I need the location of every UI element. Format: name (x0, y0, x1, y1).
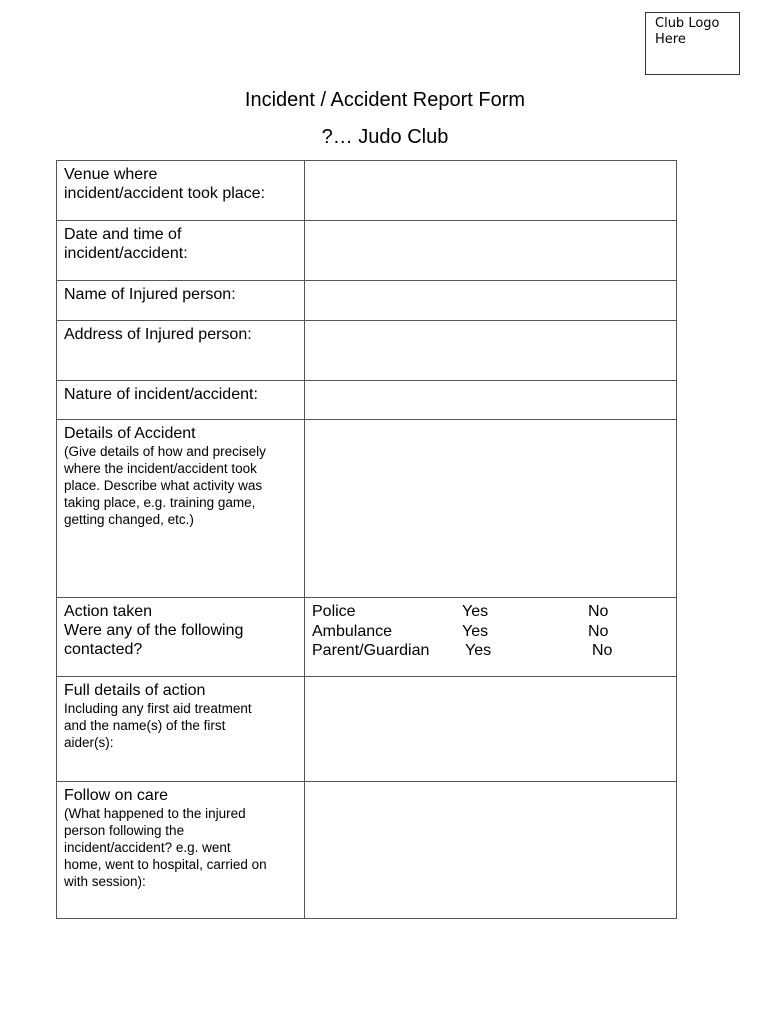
contact-police (312, 602, 669, 622)
contact-guardian-yes[interactable]: Yes (465, 642, 492, 659)
venue-field[interactable] (305, 161, 677, 221)
row-details (57, 420, 677, 598)
full-details-label-cell (57, 677, 305, 782)
row-follow-on-care (57, 782, 677, 919)
nature-label: Nature of incident/accident: (64, 386, 258, 403)
row-datetime (57, 221, 677, 281)
row-venue (57, 161, 677, 221)
full-details-field[interactable] (305, 677, 677, 782)
contact-parent-guardian (312, 641, 669, 661)
club-name: ?… Judo Club (321, 126, 449, 148)
datetime-label: Date and time of incident/accident: (64, 226, 188, 262)
row-injured-address (57, 321, 677, 381)
full-details-label: Full details of action (64, 682, 206, 699)
row-injured-name (57, 281, 677, 321)
club-logo-placeholder (645, 12, 740, 75)
follow-on-hint: (What happened to the injured person following the incident/accident? e.g. went home, went to hospital, carried on with session): (64, 806, 267, 889)
contact-guardian-no[interactable]: No (592, 642, 613, 659)
contacts-cell (305, 598, 677, 677)
contact-ambulance-no[interactable]: No (588, 622, 609, 640)
injured-address-field[interactable] (305, 321, 677, 381)
full-details-hint: Including any first aid treatment and the name(s) of the first aider(s): (64, 701, 252, 750)
follow-on-label: Follow on care (64, 787, 169, 804)
contact-ambulance-label: Ambulance (312, 622, 393, 640)
row-action-taken (57, 598, 677, 677)
action-label: Action taken Were any of the following contacted? (64, 603, 244, 658)
datetime-label-cell (57, 221, 305, 281)
contact-police-label: Police (312, 603, 356, 620)
row-full-details (57, 677, 677, 782)
details-label: Details of Accident (64, 425, 196, 442)
action-label-cell (57, 598, 305, 677)
contact-police-no[interactable]: No (588, 603, 609, 620)
venue-label-cell (57, 161, 305, 221)
incident-form-table (56, 160, 677, 919)
form-title: Incident / Accident Report Form (244, 89, 526, 111)
injured-name-label: Name of Injured person: (64, 286, 236, 303)
contact-police-yes[interactable]: Yes (462, 603, 489, 620)
details-hint: (Give details of how and precisely where the incident/accident took place. Describe what activity was taking place, e.g. training game, getting changed, etc.) (64, 444, 266, 527)
injured-name-field[interactable] (305, 281, 677, 321)
details-label-cell (57, 420, 305, 598)
contact-ambulance-yes[interactable]: Yes (462, 622, 489, 640)
row-nature (57, 381, 677, 420)
injured-address-label-cell (57, 321, 305, 381)
injured-name-label-cell (57, 281, 305, 321)
venue-label: Venue where incident/accident took place: (64, 166, 266, 202)
nature-label-cell (57, 381, 305, 420)
contact-ambulance (312, 622, 669, 642)
injured-address-label: Address of Injured person: (64, 326, 252, 343)
contact-guardian-label: Parent/Guardian (312, 642, 430, 659)
follow-on-label-cell (57, 782, 305, 919)
club-logo-text: Club Logo Here (655, 16, 720, 47)
follow-on-field[interactable] (305, 782, 677, 919)
details-field[interactable] (305, 420, 677, 598)
nature-field[interactable] (305, 381, 677, 420)
datetime-field[interactable] (305, 221, 677, 281)
